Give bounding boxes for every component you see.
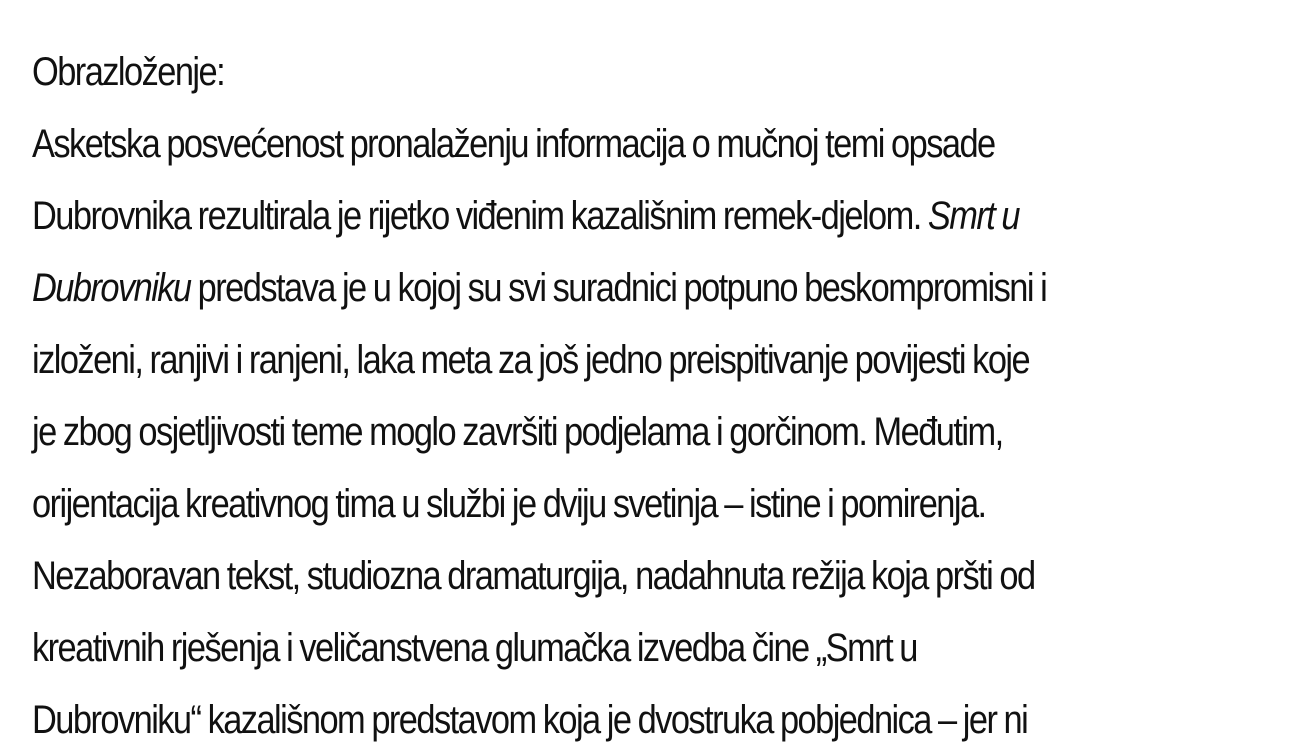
paragraph-text: predstava je u kojoj su svi suradnici potpuno beskompromisni i <box>190 266 1047 310</box>
document-heading: Obrazloženje: <box>32 50 225 94</box>
paragraph-line: kreativnih rješenja i veličanstvena glumačka izvedba čine „Smrt u <box>32 626 917 670</box>
play-title-italic: Smrt u <box>927 194 1020 238</box>
paragraph-line: Nezaboravan tekst, studiozna dramaturgija, nadahnuta režija koja pršti od <box>32 554 1035 598</box>
play-title-italic: Dubrovniku <box>32 266 191 310</box>
paragraph-line: Dubrovniku“ kazališnom predstavom koja je dvostruka pobjednica – jer ni <box>32 698 1028 742</box>
paragraph-line: orijentacija kreativnog tima u službi je dviju svetinja – istine i pomirenja. <box>32 482 986 526</box>
paragraph-line: je zbog osjetljivosti teme moglo završiti podjelama i gorčinom. Međutim, <box>32 410 1003 454</box>
paragraph-line <box>32 180 1107 252</box>
paragraph-text: Dubrovnika rezultirala je rijetko viđenim kazališnim remek-djelom. <box>32 194 928 238</box>
document-body <box>32 36 1107 756</box>
paragraph-line: izloženi, ranjivi i ranjeni, laka meta za još jedno preispitivanje povijesti koje <box>32 338 1030 382</box>
paragraph-line: Asketska posvećenost pronalaženju informacija o mučnoj temi opsade <box>32 122 995 166</box>
paragraph-line <box>32 252 1107 324</box>
